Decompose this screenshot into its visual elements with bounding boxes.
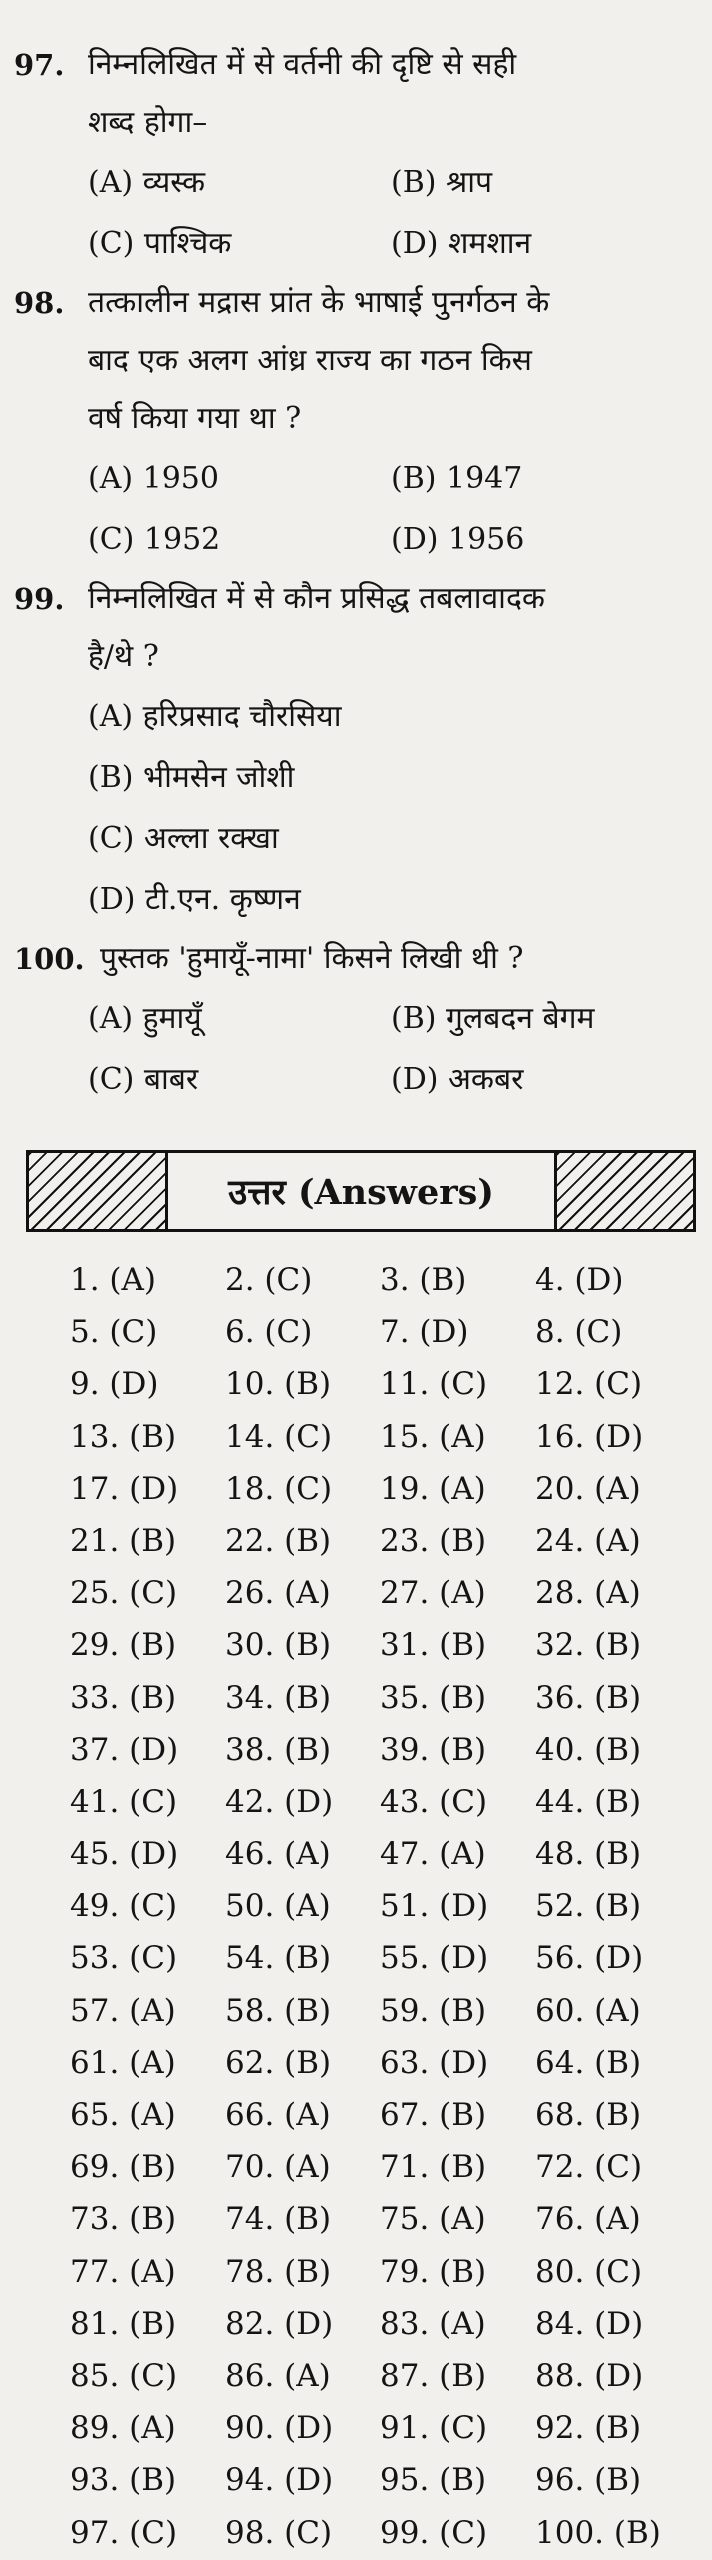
answer-item: 34. (B) <box>225 1679 332 1716</box>
answers-header <box>26 1150 696 1232</box>
answer-item: 54. (B) <box>225 1940 332 1977</box>
answer-item: 63. (D) <box>380 2044 489 2081</box>
answer-item: 58. (B) <box>225 1992 332 2029</box>
answer-item: 32. (B) <box>535 1627 642 1664</box>
answer-item: 88. (D) <box>535 2357 644 2394</box>
question-text: पुस्तक 'हुमायूँ-नामा' किसने लिखी थी ? <box>100 941 524 976</box>
answer-item: 26. (A) <box>225 1575 331 1612</box>
option-b: (B) गुलबदन बेगम <box>391 1001 595 1036</box>
answer-item: 68. (B) <box>535 2097 642 2133</box>
answer-item: 81. (B) <box>70 2305 177 2342</box>
answer-item: 94. (D) <box>225 2462 334 2499</box>
answer-item: 11. (C) <box>380 1366 488 1403</box>
option-d: (D) टी.एन. कृष्णन <box>88 882 301 917</box>
hatch-decoration-right <box>557 1153 693 1229</box>
answer-item: 83. (A) <box>380 2305 486 2342</box>
answer-item: 80. (C) <box>535 2253 643 2290</box>
question-text: तत्कालीन मद्रास प्रांत के भाषाई पुनर्गठन के बाद एक अलग आंध्र राज्य का गठन किस वर्ष किया गया था ? <box>88 285 550 436</box>
answer-item: 22. (B) <box>225 1522 332 1559</box>
question-list <box>0 0 712 1110</box>
answer-item: 37. (D) <box>70 1731 179 1768</box>
answer-item: 76. (A) <box>535 2201 641 2238</box>
answer-item: 84. (D) <box>535 2305 644 2342</box>
answer-item: 44. (B) <box>535 1783 642 1820</box>
answer-item: 43. (C) <box>380 1783 488 1820</box>
answer-key-grid <box>70 1254 690 2559</box>
answer-item: 95. (B) <box>380 2462 487 2499</box>
answer-item: 73. (B) <box>70 2201 177 2238</box>
answer-item: 56. (D) <box>535 1940 644 1977</box>
answer-item: 74. (B) <box>225 2201 332 2238</box>
answer-item: 3. (B) <box>380 1262 467 1298</box>
answer-item: 1. (A) <box>70 1262 157 1298</box>
answer-item: 52. (B) <box>535 1888 642 1925</box>
answer-item: 57. (A) <box>70 1992 176 2029</box>
answer-item: 51. (D) <box>380 1888 489 1925</box>
answer-item: 42. (D) <box>225 1783 334 1820</box>
answer-item: 50. (A) <box>225 1888 331 1925</box>
answer-item: 36. (B) <box>535 1679 642 1716</box>
answer-item: 23. (B) <box>380 1522 487 1559</box>
answer-item: 35. (B) <box>380 1679 487 1716</box>
option-d: (D) शमशान <box>391 226 532 261</box>
answer-item: 25. (C) <box>70 1575 178 1612</box>
answer-item: 85. (C) <box>70 2357 178 2394</box>
option-c: (C) पाश्चिक <box>88 226 232 261</box>
answer-item: 18. (C) <box>225 1470 333 1507</box>
answer-item: 70. (A) <box>225 2149 331 2186</box>
answer-item: 33. (B) <box>70 1679 177 1716</box>
answer-item: 7. (D) <box>380 1314 469 1351</box>
answer-item: 30. (B) <box>225 1627 332 1664</box>
answer-item: 53. (C) <box>70 1940 178 1977</box>
answer-item: 64. (B) <box>535 2044 642 2081</box>
answer-item: 91. (C) <box>380 2410 488 2447</box>
answer-item: 19. (A) <box>380 1470 486 1507</box>
option-list <box>88 988 694 1110</box>
answer-item: 89. (A) <box>70 2410 176 2447</box>
answer-item: 9. (D) <box>70 1366 159 1403</box>
option-b: (B) 1947 <box>391 461 523 496</box>
answer-item: 65. (A) <box>70 2097 176 2133</box>
answer-item: 55. (D) <box>380 1940 489 1977</box>
answer-item: 29. (B) <box>70 1627 177 1664</box>
option-a: (A) हरिप्रसाद चौरसिया <box>88 699 342 734</box>
answer-item: 92. (B) <box>535 2410 642 2447</box>
answer-item: 15. (A) <box>380 1418 486 1455</box>
option-c: (C) अल्ला रक्खा <box>88 821 279 856</box>
answer-item: 24. (A) <box>535 1522 641 1559</box>
question-number: 100. <box>14 942 85 976</box>
question-97 <box>0 36 712 274</box>
question-98 <box>0 274 712 570</box>
answer-item: 100. (B) <box>535 2514 661 2551</box>
answer-item: 39. (B) <box>380 1731 487 1768</box>
answer-item: 96. (B) <box>535 2462 642 2499</box>
answer-item: 78. (B) <box>225 2253 332 2290</box>
answer-item: 75. (A) <box>380 2201 486 2238</box>
answer-item: 97. (C) <box>70 2514 178 2551</box>
answer-item: 87. (B) <box>380 2357 487 2394</box>
option-list <box>88 448 694 570</box>
answer-item: 99. (C) <box>380 2514 488 2551</box>
option-b: (B) श्राप <box>391 165 493 200</box>
hatch-decoration-left <box>29 1153 165 1229</box>
option-d: (D) अकबर <box>391 1062 524 1097</box>
option-a: (A) व्यस्क <box>88 165 205 200</box>
option-a: (A) हुमायूँ <box>88 1001 202 1036</box>
answer-item: 38. (B) <box>225 1731 332 1768</box>
answer-item: 47. (A) <box>380 1836 486 1873</box>
answer-item: 40. (B) <box>535 1731 642 1768</box>
answer-item: 10. (B) <box>225 1366 332 1403</box>
answer-item: 2. (C) <box>225 1262 313 1298</box>
answer-item: 45. (D) <box>70 1836 179 1873</box>
option-c: (C) 1952 <box>88 522 221 557</box>
answer-item: 69. (B) <box>70 2149 177 2186</box>
answer-item: 8. (C) <box>535 1314 623 1351</box>
answer-item: 28. (A) <box>535 1575 641 1612</box>
answer-item: 4. (D) <box>535 1262 624 1298</box>
answer-item: 79. (B) <box>380 2253 487 2290</box>
answer-item: 61. (A) <box>70 2044 176 2081</box>
question-number: 99. <box>14 582 65 616</box>
answers-title: उत्तर (Answers) <box>165 1153 557 1229</box>
answer-item: 71. (B) <box>380 2149 487 2186</box>
answer-item: 93. (B) <box>70 2462 177 2499</box>
question-number: 97. <box>14 48 65 82</box>
answer-item: 72. (C) <box>535 2149 643 2186</box>
question-100 <box>0 930 712 1110</box>
question-number: 98. <box>14 286 65 320</box>
question-text: निम्नलिखित में से वर्तनी की दृष्टि से सही शब्द होगा– <box>88 47 517 140</box>
answer-item: 41. (C) <box>70 1783 178 1820</box>
answer-item: 21. (B) <box>70 1522 177 1559</box>
answer-item: 5. (C) <box>70 1314 158 1351</box>
answer-item: 20. (A) <box>535 1470 641 1507</box>
answer-item: 59. (B) <box>380 1992 487 2029</box>
answer-item: 6. (C) <box>225 1314 313 1351</box>
answer-item: 12. (C) <box>535 1366 643 1403</box>
answer-item: 13. (B) <box>70 1418 177 1455</box>
option-list <box>88 686 694 930</box>
answer-item: 77. (A) <box>70 2253 176 2290</box>
answer-item: 66. (A) <box>225 2097 331 2133</box>
answer-item: 46. (A) <box>225 1836 331 1873</box>
answer-item: 48. (B) <box>535 1836 642 1873</box>
answer-item: 14. (C) <box>225 1418 333 1455</box>
answer-item: 98. (C) <box>225 2514 333 2551</box>
option-b: (B) भीमसेन जोशी <box>88 760 295 795</box>
answer-item: 17. (D) <box>70 1470 179 1507</box>
answer-item: 31. (B) <box>380 1627 487 1664</box>
answer-item: 86. (A) <box>225 2357 331 2394</box>
answer-item: 60. (A) <box>535 1992 641 2029</box>
answer-item: 16. (D) <box>535 1418 644 1455</box>
option-a: (A) 1950 <box>88 461 219 496</box>
answer-item: 67. (B) <box>380 2097 487 2133</box>
answer-item: 90. (D) <box>225 2410 334 2447</box>
answer-item: 62. (B) <box>225 2044 332 2081</box>
question-text: निम्नलिखित में से कौन प्रसिद्ध तबलावादक है/थे ? <box>88 581 545 674</box>
option-list <box>88 152 694 274</box>
answer-item: 49. (C) <box>70 1888 178 1925</box>
answer-item: 27. (A) <box>380 1575 486 1612</box>
answer-item: 82. (D) <box>225 2305 334 2342</box>
option-d: (D) 1956 <box>391 522 525 557</box>
question-99 <box>0 570 712 930</box>
option-c: (C) बाबर <box>88 1062 199 1097</box>
